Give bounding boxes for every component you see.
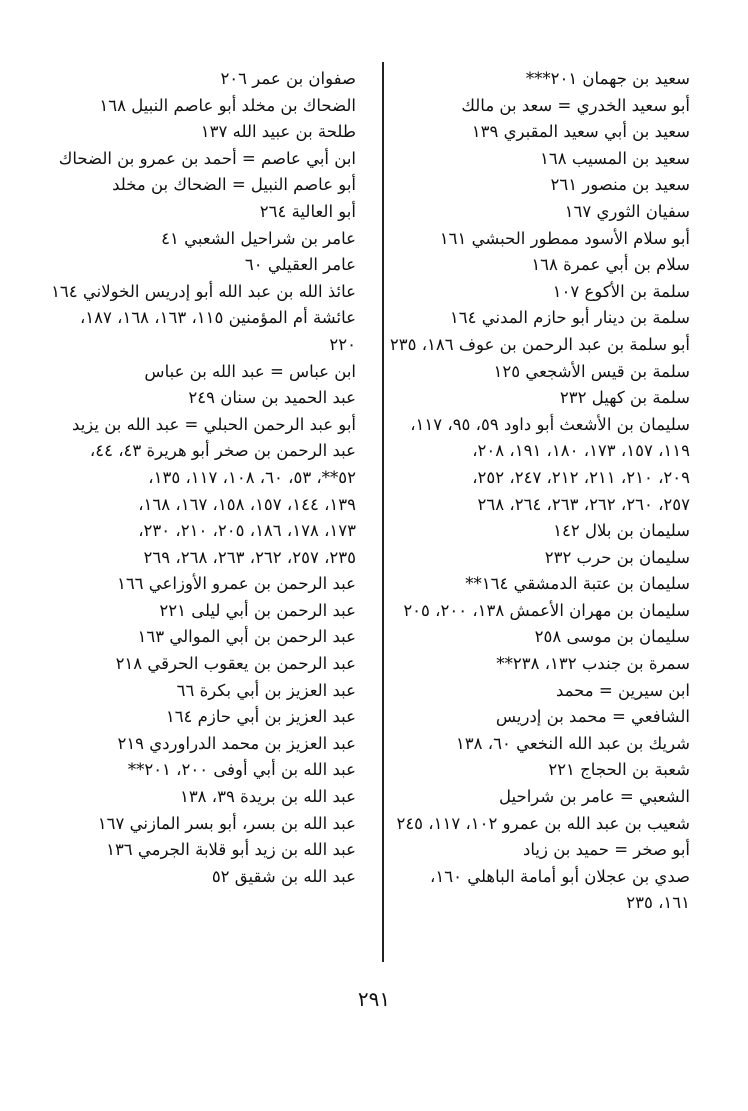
index-entry: سلام بن أبي عمرة ١٦٨ xyxy=(531,255,690,275)
index-entry: سعيد بن جهمان ٢٠١*** xyxy=(525,69,690,88)
index-entry: عبد الرحمن بن عمرو الأوزاعي ١٦٦ xyxy=(116,574,356,594)
index-entry: سمرة بن جندب ١٣٢، ٢٣٨** xyxy=(496,654,690,674)
index-entry: أبو سعيد الخدري = سعد بن مالك xyxy=(461,95,690,115)
index-entry: سلمة بن كهيل ٢٣٢ xyxy=(559,388,690,408)
index-entry: سليمان بن مهران الأعمش ١٣٨، ٢٠٠، ٢٠٥ xyxy=(403,600,690,620)
index-entry: أبو صخر = حميد بن زياد xyxy=(523,840,690,860)
index-entry: ١٧٣، ١٧٨، ١٨٦، ٢٠٥، ٢١٠، ٢٣٠، xyxy=(138,521,356,541)
index-entry: ابن سيرين = محمد xyxy=(555,680,690,700)
index-entry: عبد الله بن بريدة ٣٩، ١٣٨ xyxy=(179,787,356,807)
index-entry: سليمان بن الأشعث أبو داود ٥٩، ٩٥، ١١٧، xyxy=(410,414,690,434)
index-entry: سعيد بن منصور ٢٦١ xyxy=(550,175,690,195)
index-entry: عبد الله بن أبي أوفى ٢٠٠، ٢٠١** xyxy=(127,760,356,780)
index-entry: سفيان الثوري ١٦٧ xyxy=(564,201,690,221)
index-entry: صفوان بن عمر ٢٠٦ xyxy=(220,69,356,88)
page-number: ٢٩١ xyxy=(357,987,391,1011)
index-entry: سليمان بن عتبة الدمشقي ١٦٤** xyxy=(465,574,690,594)
index-entry: أبو سلمة بن عبد الرحمن بن عوف ١٨٦، ٢٣٥ xyxy=(389,334,690,354)
index-entry: الضحاك بن مخلد أبو عاصم النبيل ١٦٨ xyxy=(99,95,356,115)
column-divider xyxy=(382,62,384,962)
index-entry: سعيد بن أبي سعيد المقبري ١٣٩ xyxy=(471,122,690,142)
index-entry: ابن أبي عاصم = أحمد بن عمرو بن الضحاك xyxy=(58,148,356,168)
index-entry: عبد العزيز بن أبي بكرة ٦٦ xyxy=(176,680,356,700)
index-entry: ٢٥٧، ٢٦٠، ٢٦٢، ٢٦٣، ٢٦٤، ٢٦٨ xyxy=(477,494,690,514)
index-entry: سلمة بن دينار أبو حازم المدني ١٦٤ xyxy=(449,308,690,328)
index-entry: أبو سلام الأسود ممطور الحبشي ١٦١ xyxy=(439,228,690,248)
index-entry: أبو عبد الرحمن الحبلي = عبد الله بن يزيد xyxy=(72,414,356,434)
index-entry: عبد الله بن زيد أبو قلابة الجرمي ١٣٦ xyxy=(106,840,356,860)
index-entry: سعيد بن المسيب ١٦٨ xyxy=(540,148,690,168)
index-entry: عبد الله بن شقيق ٥٢ xyxy=(211,866,356,886)
index-entry: الشعبي = عامر بن شراحيل xyxy=(499,787,690,807)
index-entry: صدي بن عجلان أبو أمامة الباهلي ١٦٠، xyxy=(430,866,690,886)
index-entry: عامر بن شراحيل الشعبي ٤١ xyxy=(161,228,356,248)
index-entry: أبو العالية ٢٦٤ xyxy=(259,201,356,221)
index-entry: شعبة بن الحجاج ٢٢١ xyxy=(548,760,690,780)
index-entry: عامر العقيلي ٦٠ xyxy=(244,255,356,275)
index-entry: ٥٢**، ٥٣، ٦٠، ١٠٨، ١١٧، ١٣٥، xyxy=(148,467,356,487)
index-entry: عبد العزيز بن محمد الدراوردي ٢١٩ xyxy=(117,733,356,753)
index-entry: شعيب بن عبد الله بن عمرو ١٠٢، ١١٧، ٢٤٥ xyxy=(396,813,690,833)
index-entry: الشافعي = محمد بن إدريس xyxy=(495,707,690,727)
index-entry: ١١٩، ١٥٧، ١٧٣، ١٨٠، ١٩١، ٢٠٨، xyxy=(472,441,690,461)
index-entry: عبد العزيز بن أبي حازم ١٦٤ xyxy=(165,707,356,727)
index-entry: ٢٣٥، ٢٥٧، ٢٦٢، ٢٦٣، ٢٦٨، ٢٦٩ xyxy=(143,547,356,567)
index-entry: سليمان بن بلال ١٤٢ xyxy=(553,521,690,541)
index-entry: ابن عباس = عبد الله بن عباس xyxy=(144,361,356,381)
index-entry: ١٦١، ٢٣٥ xyxy=(626,893,690,913)
index-entry: عبد الرحمن بن أبي ليلى ٢٢١ xyxy=(159,600,356,620)
index-entry: ٢٠٩، ٢١٠، ٢١١، ٢١٢، ٢٤٧، ٢٥٢، xyxy=(472,467,690,487)
index-column-left xyxy=(36,66,356,890)
index-entry: أبو عاصم النبيل = الضحاك بن مخلد xyxy=(112,175,356,195)
index-entry: عبد الرحمن بن يعقوب الحرقي ٢١٨ xyxy=(115,654,356,674)
index-entry: عائشة أم المؤمنين ١١٥، ١٦٣، ١٦٨، ١٨٧، xyxy=(79,308,356,328)
index-entry: عبد الحميد بن سنان ٢٤٩ xyxy=(188,388,356,408)
index-entry: ٢٢٠ xyxy=(329,334,356,354)
index-entry: طلحة بن عبيد الله ١٣٧ xyxy=(200,122,356,142)
index-entry: عبد الله بن بسر، أبو بسر المازني ١٦٧ xyxy=(97,813,356,833)
index-entry: عبد الرحمن بن أبي الموالي ١٦٣ xyxy=(137,627,356,647)
index-entry: سليمان بن حرب ٢٣٢ xyxy=(544,547,690,567)
index-column-right xyxy=(375,66,690,917)
index-entry: عائذ الله بن عبد الله أبو إدريس الخولاني ١٦٤ xyxy=(51,281,356,301)
index-entry: سليمان بن موسى ٢٥٨ xyxy=(534,627,690,647)
index-entry: سلمة بن الأكوع ١٠٧ xyxy=(552,281,690,301)
index-entry: عبد الرحمن بن صخر أبو هريرة ٤٣، ٤٤، xyxy=(89,441,356,461)
index-entry: سلمة بن قيس الأشجعي ١٢٥ xyxy=(493,361,690,381)
index-entry: شريك بن عبد الله النخعي ٦٠، ١٣٨ xyxy=(455,733,690,753)
index-entry: ١٣٩، ١٤٤، ١٥٧، ١٥٨، ١٦٧، ١٦٨، xyxy=(138,494,356,514)
